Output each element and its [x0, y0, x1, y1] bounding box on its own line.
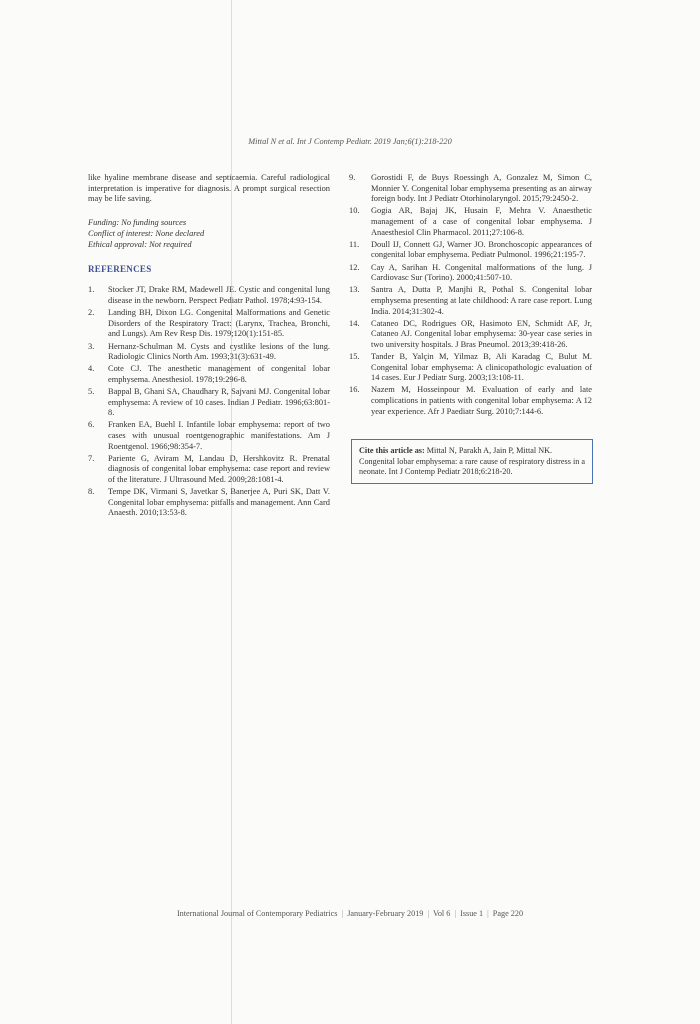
reference-number: 1.: [88, 285, 95, 295]
reference-number: 10.: [349, 206, 360, 216]
reference-item: [349, 285, 592, 317]
right-column: [349, 173, 592, 484]
reference-number: 6.: [88, 420, 95, 430]
reference-text: Gogia AR, Bajaj JK, Husain F, Mehra V. Anaesthetic management of a case of congenital lobar emphysema. J Anaesthesiol Clin Pharmacol. 2011;27:106-8.: [371, 206, 592, 237]
reference-number: 13.: [349, 285, 360, 295]
reference-number: 14.: [349, 318, 360, 328]
ethics-statement: Ethical approval: Not required: [88, 239, 192, 249]
reference-item: [88, 285, 330, 306]
reference-item: [349, 263, 592, 284]
cite-text: Mittal N, Parakh A, Jain P, Mittal NK. Congenital lobar emphysema: a rare cause of respiratory distress in a neonate. Int J Contemp Pediatr 2018;6:218-20.: [359, 446, 585, 477]
references-heading: REFERENCES: [88, 263, 152, 274]
reference-item: [349, 206, 592, 238]
footer-journal: International Journal of Contemporary Pediatrics: [176, 909, 338, 918]
reference-text: Hernanz-Schulman M. Cysts and cystlike lesions of the lung. Radiologic Clinics North Am. 1993;31(3):631-49.: [108, 341, 330, 362]
footer-issue: Issue 1: [460, 909, 484, 918]
footer-page: Page 220: [492, 909, 524, 918]
funding-statement: Funding: No funding sources: [88, 217, 187, 227]
reference-item: [349, 173, 592, 205]
reference-text: Cay A, Sarihan H. Congenital malformations of the lung. J Cardiovasc Sur (Torino). 2000;41:507-10.: [371, 262, 592, 283]
conflict-statement: Conflict of interest: None declared: [88, 228, 205, 238]
reference-text: Nazem M, Hosseinpour M. Evaluation of early and late complications in patients with congenital lobar emphysema: A 12 year experience. Afr J Paediatr Surg. 2010;7:144-6.: [371, 385, 592, 416]
declarations: [88, 217, 330, 250]
reference-item: [349, 240, 592, 261]
reference-number: 5.: [88, 387, 95, 397]
reference-number: 4.: [88, 364, 95, 374]
reference-item: [88, 487, 330, 519]
reference-number: 8.: [88, 487, 95, 497]
reference-item: [88, 342, 330, 363]
reference-text: Landing BH, Dixon LG. Congenital Malformations and Genetic Disorders of the Respiratory Tract: (Larynx, Trachea, Bronchi, and Lungs). Am Rev Resp Dis. 1979;120(1):151-85.: [108, 308, 330, 339]
reference-number: 9.: [349, 173, 356, 182]
cite-box: [351, 439, 593, 484]
reference-text: Doull IJ, Connett GJ, Warner JO. Bronchoscopic appearances of congenital lobar emphysema. Pediatr Pulmonol. 1996;21:195-7.: [371, 239, 592, 260]
reference-number: 16.: [349, 385, 360, 395]
reference-item: [88, 364, 330, 385]
reference-text: Franken EA, Buehl I. Infantile lobar emphysema: report of two cases with unusual roentgenographic manifestations. Am J Roentgenol. 1966;98:354-7.: [108, 420, 330, 451]
reference-item: [349, 319, 592, 351]
reference-number: 3.: [88, 341, 95, 351]
reference-number: 11.: [349, 239, 360, 249]
footer-separator: |: [427, 909, 430, 918]
footer-issue-date: January-February 2019: [347, 909, 424, 918]
reference-number: 7.: [88, 453, 95, 463]
reference-number: 15.: [349, 352, 360, 362]
reference-text: Santra A, Dutta P, Manjhi R, Pothal S. Congenital lobar emphysema presenting at late childhood: A rare case report. Lung India. 2014;31:302-4.: [371, 285, 592, 316]
reference-item: [349, 352, 592, 384]
footer-separator: |: [487, 909, 489, 918]
footer-volume: Vol 6: [432, 909, 451, 918]
reference-text: Bappal B, Ghani SA, Chaudhary R, Sajvani MJ. Congenital lobar emphysema: A review of 10 cases. Indian J Pediatr. 1996;63:801-8.: [108, 387, 330, 418]
reference-text: Stocker JT, Drake RM, Madewell JE. Cystic and congenital lung disease in the newborn. Perspect Pediatr Pathol. 1978;4:93-154.: [108, 285, 330, 305]
footer-separator: |: [454, 909, 457, 918]
intro-paragraph: like hyaline membrane disease and septicaemia. Careful radiological interpretation is imperative for diagnosis. A prompt surgical resection may be life saving.: [88, 173, 330, 204]
reference-text: Tempe DK, Virmani S, Javetkar S, Banerjee A, Puri SK, Datt V. Congenital lobar emphysema: pitfalls and management. Ann Card Anaesth. 2010;13:53-8.: [108, 487, 330, 518]
references-list-left: [88, 285, 330, 519]
cite-label: Cite this article as:: [359, 446, 425, 456]
footer-separator: |: [341, 909, 344, 918]
page-footer: [0, 909, 700, 918]
left-column: [88, 173, 330, 521]
reference-item: [88, 454, 330, 486]
reference-item: [349, 385, 592, 417]
reference-text: Pariente G, Aviram M, Landau D, Hershkovitz R. Prenatal diagnosis of congenital lobar emphysema: case report and review of the literature. J Ultrasound Med. 2009;28:1081-4.: [108, 453, 330, 485]
reference-item: [88, 387, 330, 419]
references-list-right: [349, 173, 592, 417]
reference-item: [88, 420, 330, 452]
reference-text: Tander B, Yalçin M, Yilmaz B, Ali Karadag C, Bulut M. Congenital lobar emphysema: A clinicopathologic evaluation of 14 cases. Eur J Pediatr Surg. 2003;13:108-11.: [371, 352, 592, 383]
reference-text: Cataneo DC, Rodrigues OR, Hasimoto EN, Schmidt AF, Jr, Cataneo AJ. Congenital lobar emphysema: 30-year case series in two university hospitals. J Bras Pneumol. 2013;39:418-26.: [371, 318, 592, 349]
running-head: Mittal N et al. Int J Contemp Pediatr. 2019 Jan;6(1):218-220: [248, 137, 452, 146]
reference-number: 2.: [88, 308, 95, 318]
reference-text: Cote CJ. The anesthetic management of congenital lobar emphysema. Anesthesiol. 1978;19:296-8.: [108, 364, 330, 384]
reference-text: Gorostidi F, de Buys Roessingh A, Gonzalez M, Simon C, Monnier Y. Congenital lobar emphysema presenting as an airway foreign body. Int J Pediatr Otorhinolaryngol. 2015;79:2450-2.: [371, 173, 592, 204]
reference-item: [88, 308, 330, 340]
reference-number: 12.: [349, 262, 360, 272]
